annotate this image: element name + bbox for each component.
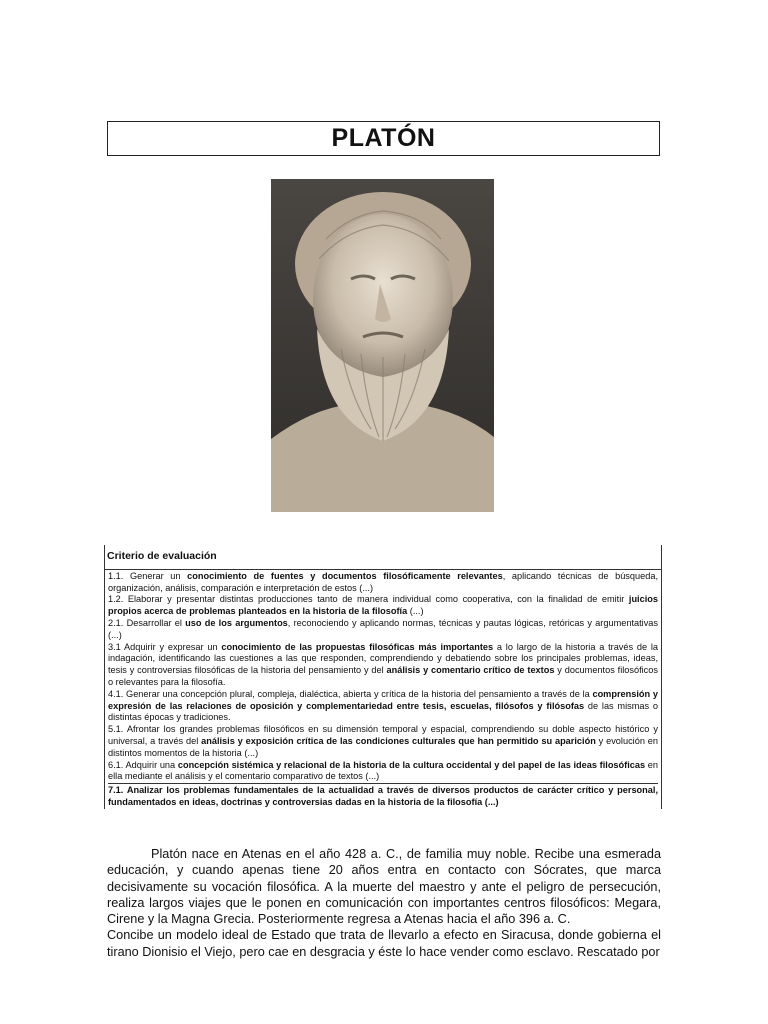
paragraph-2: Concibe un modelo ideal de Estado que trata de llevarlo a efecto en Siracusa, donde gobierna el tirano Dionisio el Viejo, pero cae en desgracia y éste lo hace vender como esclavo. Rescatado por: [107, 928, 661, 959]
paragraph-1: Platón nace en Atenas en el año 428 a. C., de familia muy noble. Recibe una esmerada educación, y cuando apenas tiene 20 años entra en contacto con Sócrates, que marca decisivamente su vocación filosófica. A la muerte del maestro y ante el peligro de persecución, realiza largos viajes que le ponen en comunicación con importantes centros filosóficos: Megara, Cirene y la Magna Grecia. Posteriormente regresa a Atenas hacia el año 396 a. C.: [107, 847, 661, 927]
page-title: PLATÓN: [331, 124, 436, 152]
biography-text: [107, 846, 661, 960]
criterion-1-2: 1.2. Elaborar y presentar distintas producciones tanto de manera individual como cooperativa, con la finalidad de emitir juicios propios acerca de problemas planteados en la historia de la filosofía (...): [108, 594, 658, 617]
plato-bust-image: [271, 179, 494, 512]
criterion-6-1: 6.1. Adquirir una concepción sistémica y relacional de la historia de la cultura occidental y del papel de las ideas filosóficas en ella mediante el análisis y el comentario comparativo de textos (...): [108, 759, 658, 782]
title-box: [107, 121, 660, 156]
criteria-heading: Criterio de evaluación: [104, 545, 662, 569]
criterion-2-1: 2.1. Desarrollar el uso de los argumentos, reconociendo y aplicando normas, técnicas y pautas lógicas, retóricas y argumentativas (...): [108, 617, 658, 640]
criterion-3-1: 3.1 Adquirir y expresar un conocimiento de las propuestas filosóficas más importantes a lo largo de la historia a través de la indagación, identificando las cuestiones a las que responden, comprendiendo y debatiendo sobre los principales problemas, ideas, tesis y controversias filosóficas de la historia del pensamiento y del análisis y comentario crítico de textos y documentos filosóficos o relevantes para la filosofía.: [108, 641, 659, 687]
criterion-1-1: 1.1. Generar un conocimiento de fuentes y documentos filosóficamente relevantes, aplicando técnicas de búsqueda, organización, análisis, comparación e interpretación de estos (...): [108, 570, 659, 593]
criterion-4-1: 4.1. Generar una concepción plural, compleja, dialéctica, abierta y crítica de la historia del pensamiento a través de la comprensión y expresión de las relaciones de oposición y complementariedad entre tesis, escuelas, filósofos y filósofas de las mismas o distintas épocas y tradiciones.: [108, 688, 658, 723]
criterion-7-1: 7.1. Analizar los problemas fundamentales de la actualidad a través de diversos productos de carácter crítico y personal, fundamentados en ideas, doctrinas y controversias dadas en la historia de la filosofía (...): [108, 785, 658, 807]
evaluation-criteria-table: [104, 545, 662, 809]
criteria-list: [104, 569, 662, 809]
criterion-5-1: 5.1. Afrontar los grandes problemas filosóficos en su dimensión temporal y espacial, comprendiendo su doble aspecto histórico y universal, a través del análisis y exposición crítica de las condiciones culturales que han permitido su aparición y evolución en distintos momentos de la historia (...): [108, 724, 658, 758]
